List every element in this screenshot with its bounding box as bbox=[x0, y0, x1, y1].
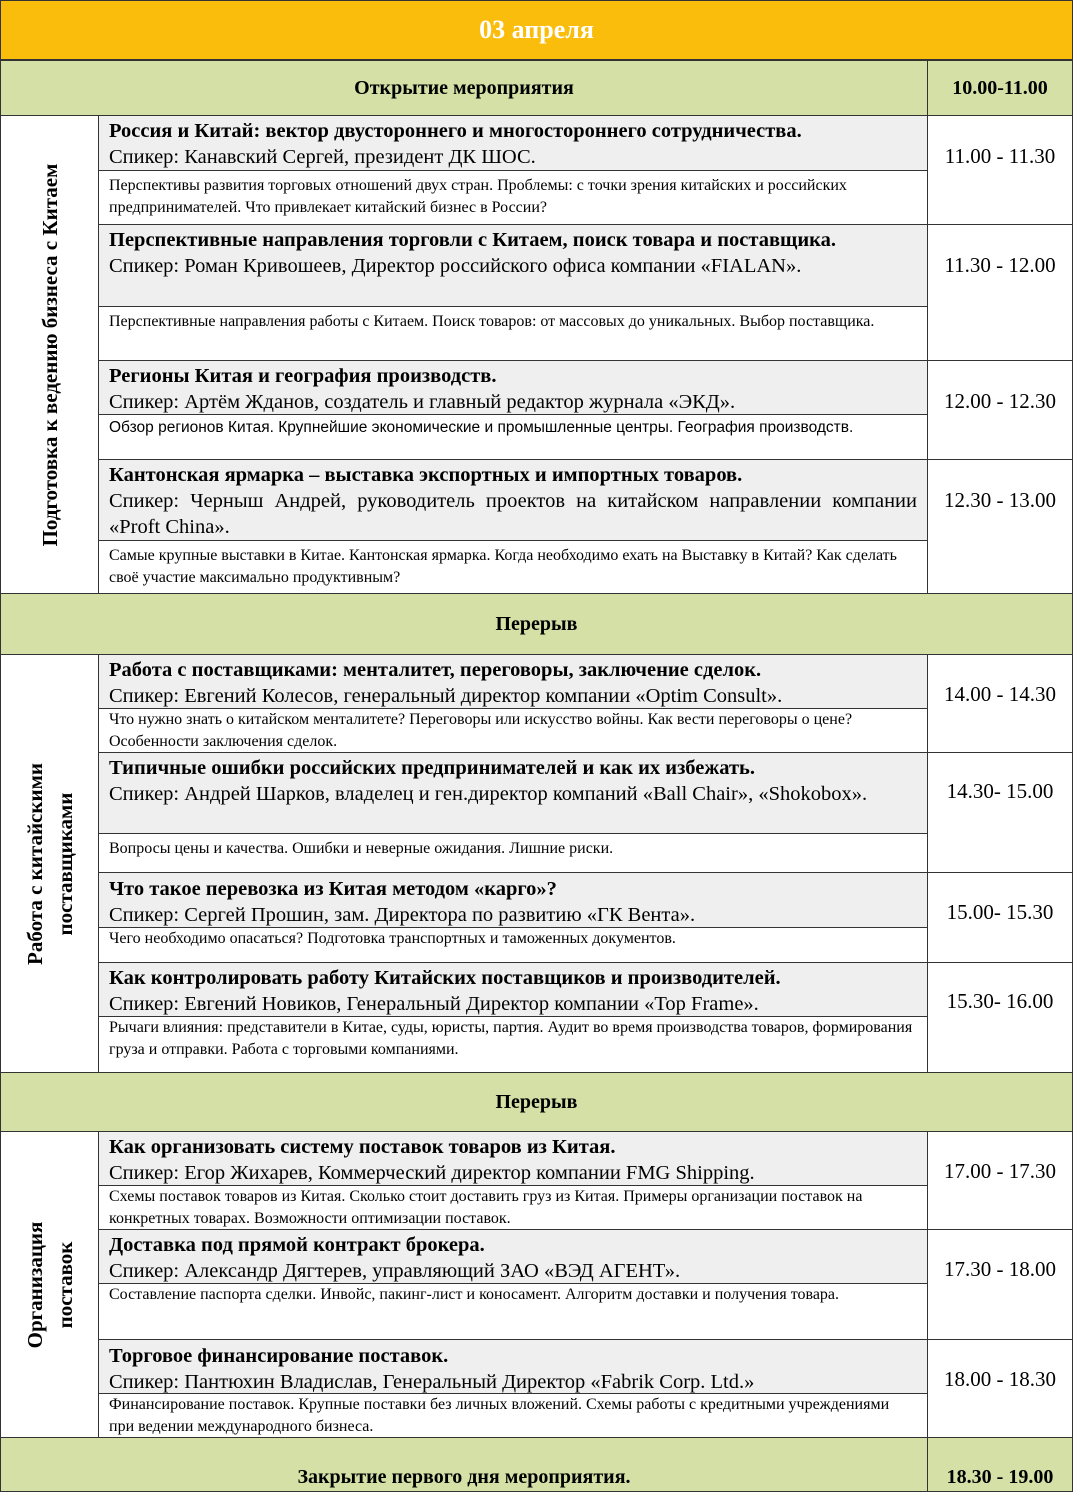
session-desc: Обзор регионов Китая. Крупнейшие экономические и промышленные центры. География производств. bbox=[109, 419, 854, 436]
session-time: 18.00 - 18.30 bbox=[944, 1367, 1056, 1391]
session-time: 14.00 - 14.30 bbox=[944, 682, 1056, 706]
opening-row bbox=[0, 60, 928, 116]
session-title: Работа с поставщиками: менталитет, переговоры, заключение сделок. bbox=[109, 659, 762, 681]
break-row-1 bbox=[0, 593, 1073, 655]
break-label: Перерыв bbox=[495, 612, 578, 635]
session-title: Россия и Китай: вектор двустороннего и многостороннего сотрудничества. bbox=[109, 120, 802, 142]
session-desc: Финансирование поставок. Крупные поставки без личных вложений. Схемы работы с кредитными учреждениями при ведении международного бизнеса. bbox=[109, 1396, 890, 1435]
opening-label: Открытие мероприятия bbox=[354, 76, 574, 99]
session-desc: Вопросы цены и качества. Ошибки и неверные ожидания. Лишние риски. bbox=[109, 840, 614, 857]
session-time: 12.30 - 13.00 bbox=[944, 488, 1056, 512]
session-desc-cell-8 bbox=[98, 1016, 928, 1073]
session-desc: Самые крупные выставки в Китае. Кантонская ярмарка. Когда необходимо ехать на Выставку в Китай? Как сделать своё участие максимально продуктивным? bbox=[109, 547, 897, 586]
session-time: 15.00- 15.30 bbox=[946, 900, 1054, 924]
session-speaker: Спикер: Канавский Сергей, президент ДК ШОС. bbox=[109, 146, 536, 168]
opening-time-cell bbox=[927, 60, 1073, 116]
session-desc-cell-1 bbox=[98, 170, 928, 225]
session-title-cell-11 bbox=[98, 1339, 928, 1394]
section-label-cell-3 bbox=[0, 1131, 99, 1438]
session-speaker: Спикер: Александр Дягтерев, управляющий ЗАО «ВЭД АГЕНТ». bbox=[109, 1260, 681, 1282]
session-speaker: Спикер: Сергей Прошин, зам. Директора по развитию «ГК Вента». bbox=[109, 904, 696, 926]
session-time-cell-1 bbox=[927, 115, 1073, 225]
session-speaker: Спикер: Евгений Новиков, Генеральный Директор компании «Top Frame». bbox=[109, 993, 759, 1015]
opening-time: 10.00-11.00 bbox=[952, 76, 1048, 99]
session-time-cell-4 bbox=[927, 459, 1073, 594]
session-desc: Составление паспорта сделки. Инвойс, пакинг-лист и коносамент. Алгоритм доставки и получения товара. bbox=[109, 1286, 840, 1303]
session-speaker: Спикер: Егор Жихарев, Коммерческий директор компании FMG Shipping. bbox=[109, 1162, 755, 1184]
session-title-cell-10 bbox=[98, 1229, 928, 1284]
session-time-cell-3 bbox=[927, 360, 1073, 460]
session-desc-cell-11 bbox=[98, 1393, 928, 1438]
session-time-cell-9 bbox=[927, 1131, 1073, 1230]
break-label: Перерыв bbox=[495, 1090, 578, 1113]
session-title: Кантонская ярмарка – выставка экспортных и импортных товаров. bbox=[109, 464, 743, 486]
session-time-cell-2 bbox=[927, 224, 1073, 361]
session-speaker: Спикер: Черныш Андрей, руководитель проектов на китайском направлении компании «Proft China». bbox=[109, 490, 917, 538]
session-desc: Что нужно знать о китайском менталитете? Переговоры или искусство войны. Как вести переговоры о цене? Особенности заключения сделок. bbox=[109, 711, 853, 750]
session-desc-cell-6 bbox=[98, 833, 928, 873]
session-time: 15.30- 16.00 bbox=[946, 989, 1054, 1013]
session-desc-cell-5 bbox=[98, 708, 928, 753]
session-desc: Рычаги влияния: представители в Китае, суды, юристы, партия. Аудит во время производства товаров, формирования груза и отправки. Работа с торговыми компаниями. bbox=[109, 1019, 913, 1058]
session-desc: Перспективы развития торговых отношений двух стран. Проблемы: с точки зрения китайских и российских предпринимателей. Что привлекает китайский бизнес в России? bbox=[109, 177, 847, 216]
session-title: Как организовать систему поставок товаров из Китая. bbox=[109, 1136, 616, 1158]
session-title-cell-3 bbox=[98, 360, 928, 415]
session-title: Как контролировать работу Китайских поставщиков и производителей. bbox=[109, 967, 781, 989]
closing-time: 18.30 - 19.00 bbox=[946, 1466, 1054, 1488]
session-time-cell-6 bbox=[927, 752, 1073, 873]
session-desc-cell-10 bbox=[98, 1283, 928, 1340]
session-title-cell-4 bbox=[98, 459, 928, 541]
session-time: 14.30- 15.00 bbox=[946, 779, 1054, 803]
session-time: 12.00 - 12.30 bbox=[944, 389, 1056, 413]
session-title-cell-6 bbox=[98, 752, 928, 834]
session-speaker: Спикер: Роман Кривошеев, Директор российского офиса компании «FIALAN». bbox=[109, 255, 802, 277]
session-title-cell-8 bbox=[98, 962, 928, 1017]
session-time-cell-10 bbox=[927, 1229, 1073, 1340]
session-time: 11.30 - 12.00 bbox=[944, 253, 1056, 277]
closing-label: Закрытие первого дня мероприятия. bbox=[297, 1466, 631, 1488]
session-time: 11.00 - 11.30 bbox=[944, 144, 1056, 168]
session-desc-cell-2 bbox=[98, 306, 928, 361]
session-title: Доставка под прямой контракт брокера. bbox=[109, 1234, 485, 1256]
date-header: 03 апреля bbox=[0, 0, 1073, 60]
session-time-cell-5 bbox=[927, 654, 1073, 753]
session-title: Что такое перевозка из Китая методом «карго»? bbox=[109, 878, 557, 900]
section-label-cell-1 bbox=[0, 115, 99, 594]
session-speaker: Спикер: Андрей Шарков, владелец и ген.директор компаний «Ball Chair», «Shokobox». bbox=[109, 783, 868, 805]
session-time: 17.30 - 18.00 bbox=[944, 1257, 1056, 1281]
session-speaker: Спикер: Пантюхин Владислав, Генеральный Директор «Fabrik Corp. Ltd.» bbox=[109, 1371, 755, 1393]
session-desc-cell-4 bbox=[98, 540, 928, 594]
closing-time-cell bbox=[927, 1437, 1073, 1492]
session-title: Типичные ошибки российских предпринимателей и как их избежать. bbox=[109, 757, 756, 779]
session-time-cell-8 bbox=[927, 962, 1073, 1073]
session-desc-cell-7 bbox=[98, 927, 928, 963]
session-title-cell-5 bbox=[98, 654, 928, 709]
session-time: 17.00 - 17.30 bbox=[944, 1159, 1056, 1183]
closing-row bbox=[0, 1437, 928, 1492]
session-desc: Схемы поставок товаров из Китая. Сколько стоит доставить груз из Китая. Примеры организации поставок на конкретных товарах. Возможности оптимизации поставок. bbox=[109, 1188, 863, 1227]
session-title-cell-2 bbox=[98, 224, 928, 307]
session-title-cell-1 bbox=[98, 115, 928, 171]
session-title-cell-7 bbox=[98, 872, 928, 928]
session-title: Перспективные направления торговли с Китаем, поиск товара и поставщика. bbox=[109, 229, 837, 251]
break-row-2 bbox=[0, 1072, 1073, 1132]
session-desc: Чего необходимо опасаться? Подготовка транспортных и таможенных документов. bbox=[109, 930, 676, 947]
session-desc: Перспективные направления работы с Китаем. Поиск товаров: от массовых до уникальных. Выбор поставщика. bbox=[109, 313, 875, 330]
section-label-2: Работа с китайскими поставщиками bbox=[22, 762, 77, 965]
session-time-cell-11 bbox=[927, 1339, 1073, 1438]
session-title: Регионы Китая и география производств. bbox=[109, 365, 497, 387]
session-desc-cell-3 bbox=[98, 414, 928, 460]
section-label-cell-2 bbox=[0, 654, 99, 1073]
section-label-1: Подготовка к ведению бизнеса с Китаем bbox=[37, 163, 62, 546]
session-desc-cell-9 bbox=[98, 1185, 928, 1230]
section-label-3: Организация поставок bbox=[22, 1221, 77, 1348]
session-speaker: Спикер: Артём Жданов, создатель и главный редактор журнала «ЭКД». bbox=[109, 391, 736, 413]
session-speaker: Спикер: Евгений Колесов, генеральный директор компании «Optim Consult». bbox=[109, 685, 783, 707]
session-title-cell-9 bbox=[98, 1131, 928, 1186]
session-title: Торговое финансирование поставок. bbox=[109, 1345, 449, 1367]
session-time-cell-7 bbox=[927, 872, 1073, 963]
